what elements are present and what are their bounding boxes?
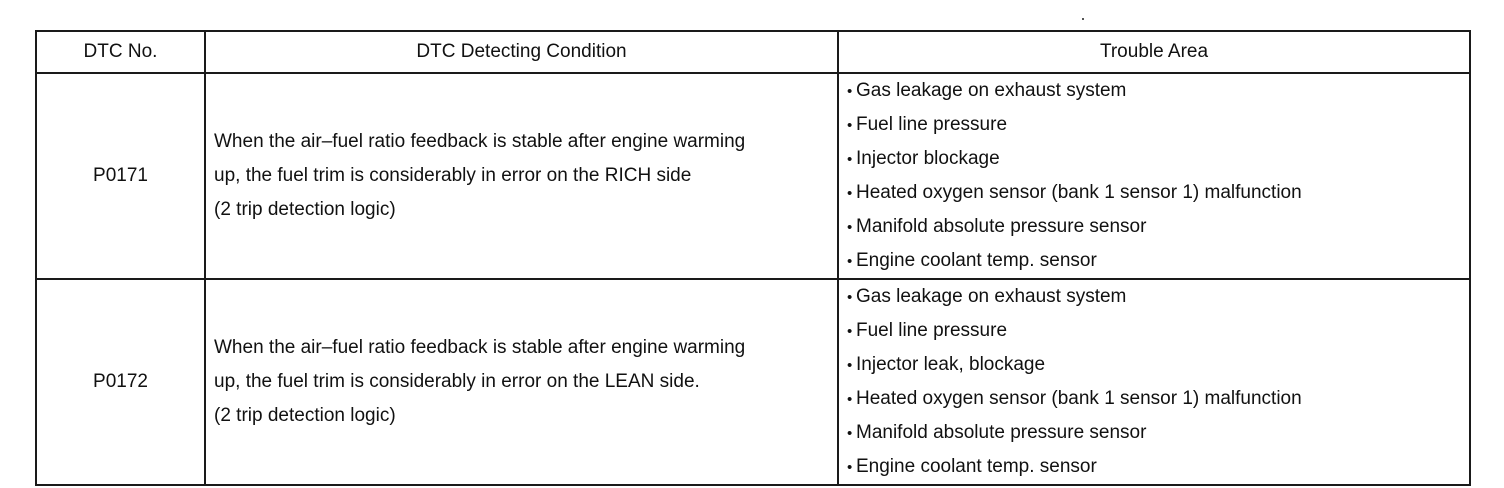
trouble-area-item: Engine coolant temp. sensor: [856, 456, 1097, 477]
bullet-icon: •: [847, 219, 853, 236]
list-item: [847, 450, 1469, 484]
bullet-icon: •: [847, 253, 853, 270]
dtc-table: [35, 30, 1471, 486]
header-detecting-condition: DTC Detecting Condition: [205, 31, 838, 73]
trouble-area-cell: [838, 73, 1470, 279]
list-item: [847, 210, 1469, 244]
condition-line: up, the fuel trim is considerably in error on the RICH side: [214, 165, 692, 186]
trouble-area-list: [847, 280, 1469, 484]
condition-cell: [205, 279, 838, 485]
trouble-area-item: Gas leakage on exhaust system: [856, 286, 1127, 307]
list-item: [847, 280, 1469, 314]
list-item: [847, 382, 1469, 416]
bullet-icon: •: [847, 357, 853, 374]
trouble-area-item: Heated oxygen sensor (bank 1 sensor 1) malfunction: [856, 182, 1302, 203]
header-dtc-no: DTC No.: [36, 31, 205, 73]
header-row: [36, 31, 1470, 73]
bullet-icon: •: [847, 289, 853, 306]
trouble-area-item: Manifold absolute pressure sensor: [856, 216, 1147, 237]
trouble-area-item: Manifold absolute pressure sensor: [856, 422, 1147, 443]
list-item: [847, 244, 1469, 278]
list-item: [847, 176, 1469, 210]
dtc-code-cell: P0171: [36, 73, 205, 279]
bullet-icon: •: [847, 425, 853, 442]
trouble-area-item: Heated oxygen sensor (bank 1 sensor 1) malfunction: [856, 388, 1302, 409]
list-item: [847, 108, 1469, 142]
trouble-area-cell: [838, 279, 1470, 485]
trouble-area-item: Fuel line pressure: [856, 114, 1008, 135]
table-row: [36, 73, 1470, 279]
condition-line: When the air–fuel ratio feedback is stable after engine warming: [214, 337, 746, 358]
dtc-code-cell: P0172: [36, 279, 205, 485]
list-item: [847, 348, 1469, 382]
condition-line: When the air–fuel ratio feedback is stable after engine warming: [214, 131, 746, 152]
table-row: [36, 279, 1470, 485]
condition-line: up, the fuel trim is considerably in error on the LEAN side.: [214, 371, 700, 392]
table-body: [36, 73, 1470, 485]
bullet-icon: •: [847, 391, 853, 408]
bullet-icon: •: [847, 459, 853, 476]
trouble-area-item: Fuel line pressure: [856, 320, 1008, 341]
condition-line: (2 trip detection logic): [214, 405, 396, 426]
trouble-area-item: Gas leakage on exhaust system: [856, 80, 1127, 101]
trouble-area-item: Injector blockage: [856, 148, 1000, 169]
bullet-icon: •: [847, 185, 853, 202]
bullet-icon: •: [847, 83, 853, 100]
list-item: [847, 142, 1469, 176]
header-trouble-area: Trouble Area: [838, 31, 1470, 73]
trouble-area-item: Engine coolant temp. sensor: [856, 250, 1097, 271]
bullet-icon: •: [847, 323, 853, 340]
list-item: [847, 416, 1469, 450]
list-item: [847, 314, 1469, 348]
trouble-area-item: Injector leak, blockage: [856, 354, 1046, 375]
condition-cell: [205, 73, 838, 279]
bullet-icon: •: [847, 151, 853, 168]
table-header: [36, 31, 1470, 73]
trouble-area-list: [847, 74, 1469, 278]
bullet-icon: •: [847, 117, 853, 134]
scan-speck: [1082, 18, 1084, 20]
condition-line: (2 trip detection logic): [214, 199, 396, 220]
list-item: [847, 74, 1469, 108]
